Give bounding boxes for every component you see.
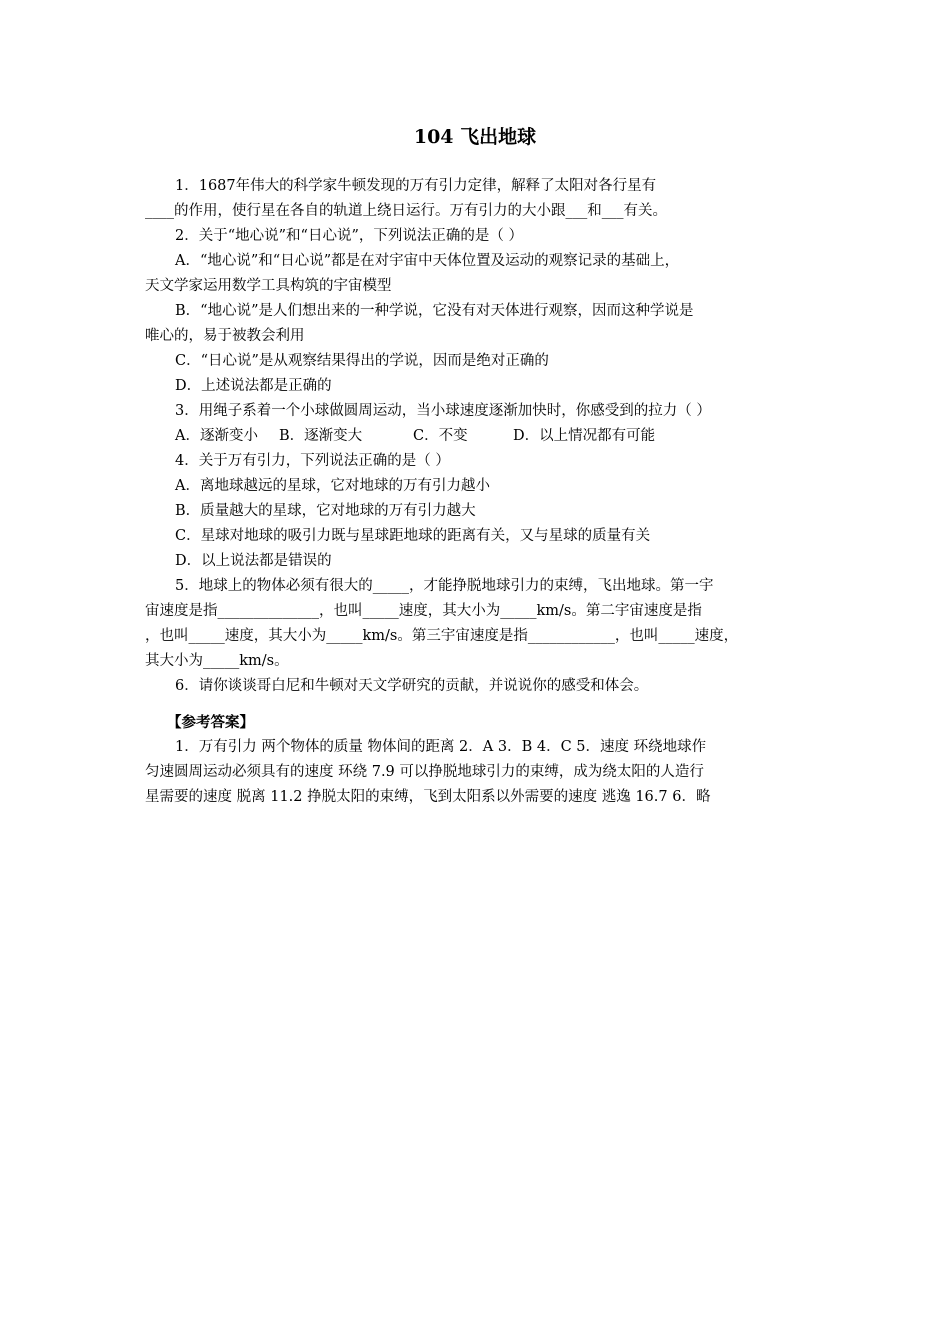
question-2-option-a-line-1: A．“地心说”和“日心说”都是在对宇宙中天体位置及运动的观察记录的基础上， (175, 253, 680, 269)
question-4-option-d: D．以上说法都是错误的 (175, 553, 332, 569)
answer-heading: 【参考答案】 (167, 714, 254, 731)
answer-line-2: 匀速圆周运动必须具有的速度 环绕 7.9 可以挣脱地球引力的束缚，成为绕太阳的人造行 (145, 764, 704, 780)
question-6: 6．请你谈谈哥白尼和牛顿对天文学研究的贡献，并说说你的感受和体会。 (175, 678, 649, 694)
question-5-line-4: 其大小为_____km/s。 (145, 653, 289, 669)
question-2-stem: 2．关于“地心说”和“日心说”，下列说法正确的是（ ） (175, 228, 523, 244)
question-3-stem: 3．用绳子系着一个小球做圆周运动，当小球速度逐渐加快时，你感受到的拉力（ ） (175, 403, 711, 419)
question-4-option-c: C．星球对地球的吸引力既与星球距地球的距离有关，又与星球的质量有关 (175, 528, 651, 544)
question-3-option-a: A．逐渐变小 (175, 428, 258, 444)
answer-line-1: 1．万有引力 两个物体的质量 物体间的距离 2．A 3．B 4．C 5．速度 环绕地球作 (175, 739, 707, 755)
question-3-option-c: C．不变 (413, 428, 468, 444)
question-4-option-a: A．离地球越远的星球，它对地球的万有引力越小 (175, 478, 490, 494)
question-2-option-b-line-1: B．“地心说”是人们想出来的一种学说，它没有对天体进行观察，因而这种学说是 (175, 303, 694, 319)
document-body (145, 174, 817, 810)
question-4-option-b: B．质量越大的星球，它对地球的万有引力越大 (175, 503, 476, 519)
question-3-option-d: D．以上情况都有可能 (513, 428, 656, 444)
page-title: 104 飞出地球 (413, 126, 537, 148)
question-4-stem: 4．关于万有引力，下列说法正确的是（ ） (175, 453, 450, 469)
question-1-line-1: 1．1687年伟大的科学家牛顿发现的万有引力定律，解释了太阳对各行星有 (175, 178, 657, 194)
question-1-line-2: ____的作用，使行星在各自的轨道上绕日运行。万有引力的大小跟___和___有关。 (145, 203, 667, 219)
question-2-option-b-line-2: 唯心的，易于被教会利用 (145, 328, 305, 344)
question-5-line-2: 宙速度是指______________，也叫_____速度，其大小为_____km/s。第二宇宙速度是指 (145, 603, 702, 619)
question-3-option-b: B．逐渐变大 (279, 428, 363, 444)
question-2-option-a-line-2: 天文学家运用数学工具构筑的宇宙模型 (145, 278, 392, 294)
question-2-option-d: D．上述说法都是正确的 (175, 378, 332, 394)
answer-line-3: 星需要的速度 脱离 11.2 挣脱太阳的束缚，飞到太阳系以外需要的速度 逃逸 16.7 6．略 (145, 789, 711, 805)
question-5-line-1: 5．地球上的物体必须有很大的_____，才能挣脱地球引力的束缚，飞出地球。第一宇 (175, 578, 714, 594)
question-5-line-3: ，也叫_____速度，其大小为_____km/s。第三宇宙速度是指____________，也叫_____速度， (145, 628, 739, 644)
question-3-options (145, 424, 817, 449)
question-2-option-c: C．“日心说”是从观察结果得出的学说，因而是绝对正确的 (175, 353, 549, 369)
